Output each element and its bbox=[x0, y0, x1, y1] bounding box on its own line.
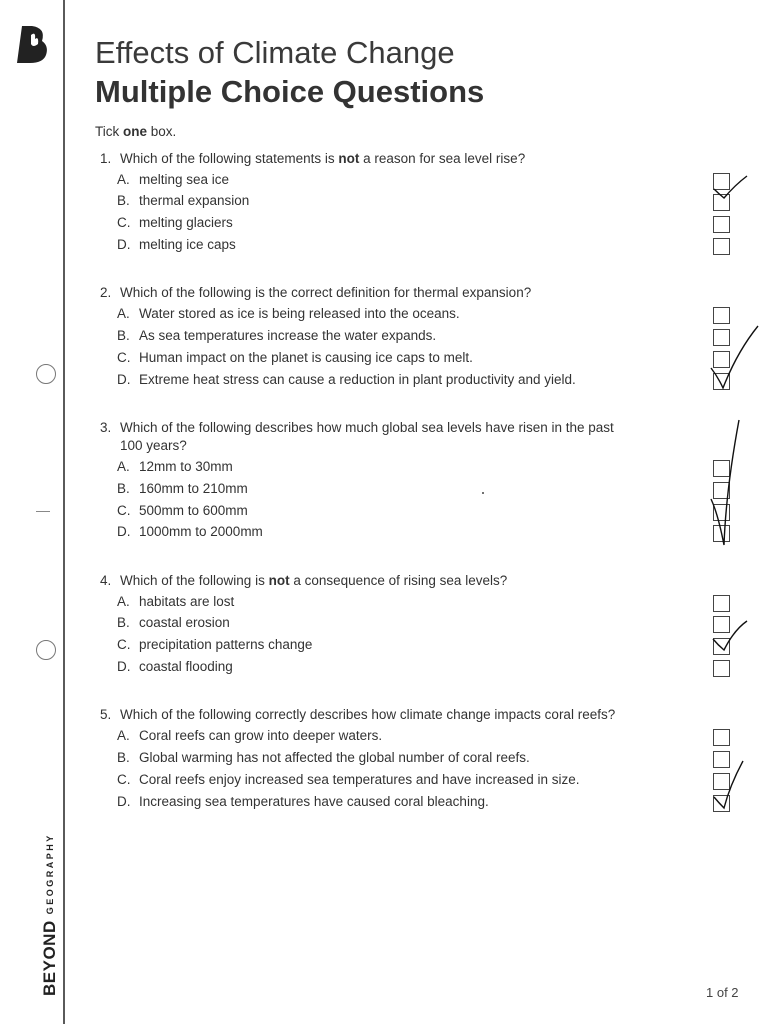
answer-checkbox-2-b[interactable] bbox=[713, 329, 730, 346]
option-letter: A. bbox=[117, 306, 130, 321]
option-text: thermal expansion bbox=[139, 193, 250, 208]
option-letter: B. bbox=[117, 193, 130, 208]
question-text-line2: 100 years? bbox=[120, 438, 187, 453]
option-5-c bbox=[117, 772, 580, 787]
punch-hole-bottom bbox=[36, 640, 56, 660]
answer-checkbox-1-d[interactable] bbox=[713, 238, 730, 255]
question-text: Which of the following is the correct definition for thermal expansion? bbox=[120, 285, 532, 300]
answer-checkbox-5-a[interactable] bbox=[713, 729, 730, 746]
option-letter: D. bbox=[117, 372, 131, 387]
option-letter: A. bbox=[117, 459, 130, 474]
option-text: As sea temperatures increase the water expands. bbox=[139, 328, 437, 343]
option-4-b bbox=[117, 615, 230, 630]
question-text: Which of the following is bbox=[120, 573, 269, 588]
answer-checkbox-1-c[interactable] bbox=[713, 216, 730, 233]
option-letter: B. bbox=[117, 750, 130, 765]
question-number: 1. bbox=[100, 151, 112, 166]
option-1-b bbox=[117, 193, 249, 208]
option-text: precipitation patterns change bbox=[139, 637, 313, 652]
question-5 bbox=[100, 706, 700, 724]
answer-checkbox-5-c[interactable] bbox=[713, 773, 730, 790]
option-letter: A. bbox=[117, 728, 130, 743]
question-number: 2. bbox=[100, 285, 112, 300]
option-letter: C. bbox=[117, 350, 131, 365]
option-letter: C. bbox=[117, 215, 131, 230]
question-emphasis: not bbox=[268, 573, 290, 588]
option-text: 1000mm to 2000mm bbox=[139, 524, 263, 539]
brand-wordmark bbox=[40, 833, 60, 996]
option-text: Coral reefs enjoy increased sea temperatures and have increased in size. bbox=[139, 772, 580, 787]
option-letter: D. bbox=[117, 237, 131, 252]
answer-checkbox-2-a[interactable] bbox=[713, 307, 730, 324]
option-1-a bbox=[117, 172, 229, 187]
answer-checkbox-4-a[interactable] bbox=[713, 595, 730, 612]
question-number: 5. bbox=[100, 707, 112, 722]
option-text: coastal erosion bbox=[139, 615, 230, 630]
instruction bbox=[95, 124, 176, 139]
question-text-end: a consequence of rising sea levels? bbox=[289, 573, 508, 588]
margin-line bbox=[63, 0, 65, 1024]
option-letter: C. bbox=[117, 772, 131, 787]
option-2-d bbox=[117, 372, 576, 387]
option-1-c bbox=[117, 215, 233, 230]
option-text: Human impact on the planet is causing ice caps to melt. bbox=[139, 350, 473, 365]
question-text: Which of the following correctly describes how climate change impacts coral reefs? bbox=[120, 707, 616, 722]
option-text: Global warming has not affected the global number of coral reefs. bbox=[139, 750, 530, 765]
option-letter: C. bbox=[117, 503, 131, 518]
answer-checkbox-5-b[interactable] bbox=[713, 751, 730, 768]
option-5-a bbox=[117, 728, 382, 743]
answer-checkbox-3-a[interactable] bbox=[713, 460, 730, 477]
option-2-b bbox=[117, 328, 436, 343]
option-text: 500mm to 600mm bbox=[139, 503, 248, 518]
page-subtitle: Multiple Choice Questions bbox=[95, 74, 485, 109]
option-4-a bbox=[117, 594, 234, 609]
brand-name: BEYOND bbox=[40, 920, 59, 996]
option-1-d bbox=[117, 237, 236, 252]
option-5-b bbox=[117, 750, 530, 765]
brand-sub: GEOGRAPHY bbox=[45, 833, 55, 915]
answer-checkbox-2-d[interactable] bbox=[713, 373, 730, 390]
option-2-c bbox=[117, 350, 473, 365]
option-text: melting glaciers bbox=[139, 215, 233, 230]
answer-checkbox-1-a[interactable] bbox=[713, 173, 730, 190]
page-number: 1 of 2 bbox=[706, 985, 739, 1000]
option-letter: D. bbox=[117, 659, 131, 674]
question-1 bbox=[100, 150, 700, 168]
option-5-d bbox=[117, 794, 489, 809]
question-2 bbox=[100, 284, 700, 302]
option-4-c bbox=[117, 637, 312, 652]
beyond-logo-icon bbox=[16, 24, 50, 64]
option-letter: B. bbox=[117, 615, 130, 630]
option-letter: D. bbox=[117, 524, 131, 539]
option-text: melting ice caps bbox=[139, 237, 236, 252]
question-4 bbox=[100, 572, 700, 590]
page-title: Effects of Climate Change bbox=[95, 35, 455, 70]
option-text: melting sea ice bbox=[139, 172, 230, 187]
answer-checkbox-4-d[interactable] bbox=[713, 660, 730, 677]
answer-checkbox-3-b[interactable] bbox=[713, 482, 730, 499]
option-3-a bbox=[117, 459, 233, 474]
option-letter: B. bbox=[117, 481, 130, 496]
answer-checkbox-4-b[interactable] bbox=[713, 616, 730, 633]
fold-mark bbox=[36, 511, 50, 512]
instruction-post: box. bbox=[147, 124, 177, 139]
answer-checkbox-2-c[interactable] bbox=[713, 351, 730, 368]
question-text: Which of the following statements is bbox=[120, 151, 339, 166]
question-text-end: a reason for sea level rise? bbox=[359, 151, 526, 166]
answer-checkbox-3-d[interactable] bbox=[713, 525, 730, 542]
option-letter: B. bbox=[117, 328, 130, 343]
option-text: Water stored as ice is being released into the oceans. bbox=[139, 306, 460, 321]
instruction-bold: one bbox=[123, 124, 148, 139]
answer-checkbox-3-c[interactable] bbox=[713, 504, 730, 521]
stray-dot bbox=[482, 492, 484, 494]
option-3-d bbox=[117, 524, 263, 539]
option-text: 12mm to 30mm bbox=[139, 459, 233, 474]
answer-checkbox-5-d[interactable] bbox=[713, 795, 730, 812]
question-3 bbox=[100, 419, 700, 455]
option-text: habitats are lost bbox=[139, 594, 235, 609]
answer-checkbox-1-b[interactable] bbox=[713, 194, 730, 211]
question-number: 3. bbox=[100, 420, 112, 435]
option-text: Coral reefs can grow into deeper waters. bbox=[139, 728, 383, 743]
option-4-d bbox=[117, 659, 233, 674]
option-letter: D. bbox=[117, 794, 131, 809]
option-letter: A. bbox=[117, 172, 130, 187]
option-text: 160mm to 210mm bbox=[139, 481, 248, 496]
option-3-b bbox=[117, 481, 248, 496]
answer-checkbox-4-c[interactable] bbox=[713, 638, 730, 655]
option-text: Increasing sea temperatures have caused coral bleaching. bbox=[139, 794, 489, 809]
question-number: 4. bbox=[100, 573, 112, 588]
option-letter: A. bbox=[117, 594, 130, 609]
question-text: Which of the following describes how much global sea levels have risen in the past bbox=[120, 420, 614, 435]
option-text: coastal flooding bbox=[139, 659, 233, 674]
option-letter: C. bbox=[117, 637, 131, 652]
question-emphasis: not bbox=[338, 151, 360, 166]
punch-hole-top bbox=[36, 364, 56, 384]
option-text: Extreme heat stress can cause a reduction in plant productivity and yield. bbox=[139, 372, 576, 387]
instruction-pre: Tick bbox=[95, 124, 123, 139]
option-2-a bbox=[117, 306, 460, 321]
option-3-c bbox=[117, 503, 248, 518]
